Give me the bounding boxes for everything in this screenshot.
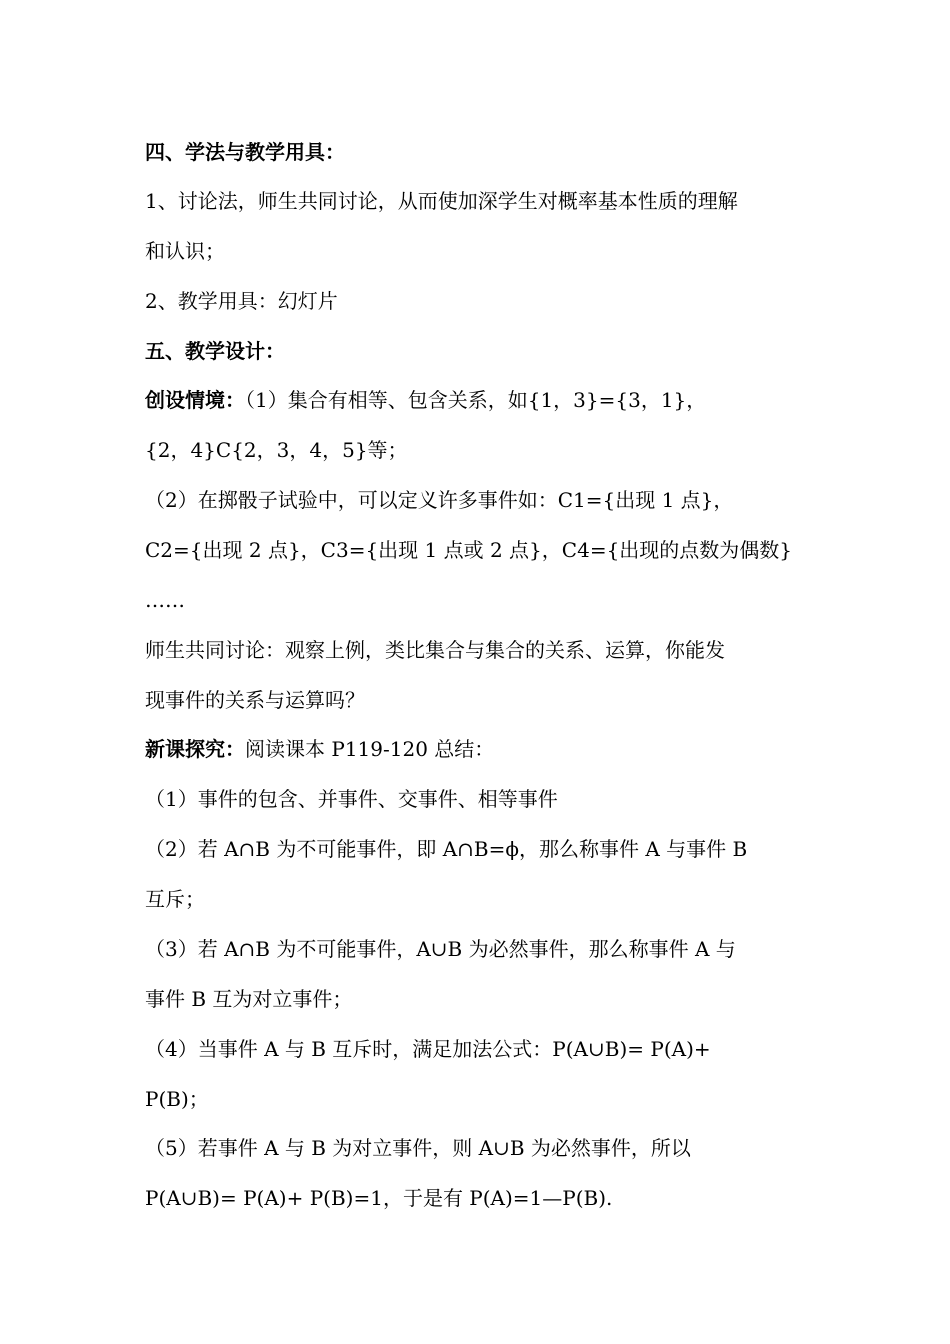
explore-item4-line2: P(B)；	[145, 1087, 209, 1111]
explore-item5-line1: （5）若事件 A 与 B 为对立事件，则 A∪B 为必然事件，所以	[145, 1136, 691, 1160]
scenario-line2: {2，4}C{2，3，4，5}等；	[145, 438, 408, 462]
explore-item2-line1: （2）若 A∩B 为不可能事件，即 A∩B=ϕ，那么称事件 A 与事件 B	[145, 837, 748, 861]
explore-text: 阅读课本 P119-120 总结：	[245, 737, 495, 761]
section4-item2: 2、教学用具：幻灯片	[145, 289, 338, 313]
scenario-line1	[145, 386, 810, 414]
explore-item3-line2: 事件 B 互为对立事件；	[145, 987, 353, 1011]
explore-item4-line1: （4）当事件 A 与 B 互斥时，满足加法公式：P(A∪B)= P(A)+	[145, 1037, 711, 1061]
section4-item1-line2: 和认识；	[145, 239, 225, 263]
explore-item2-line2: 互斥；	[145, 887, 205, 911]
scenario-label: 创设情境：	[145, 388, 245, 412]
scenario-line4: C2={出现 2 点}，C3={出现 1 点或 2 点}，C4={出现的点数为偶数}	[145, 538, 793, 562]
explore-line	[145, 735, 810, 763]
section5-heading: 五、教学设计：	[145, 339, 285, 363]
explore-item5-line2: P(A∪B)= P(A)+ P(B)=1，于是有 P(A)=1—P(B).	[145, 1186, 613, 1210]
scenario-text-line1: （1）集合有相等、包含关系，如{1，3}={3，1}，	[245, 388, 707, 412]
section4-item1-line1: 1、讨论法，师生共同讨论，从而使加深学生对概率基本性质的理解	[145, 189, 738, 213]
explore-item3-line1: （3）若 A∩B 为不可能事件，A∪B 为必然事件，那么称事件 A 与	[145, 937, 736, 961]
discussion-line1: 师生共同讨论：观察上例，类比集合与集合的关系、运算，你能发	[145, 638, 725, 662]
scenario-line5: ……	[145, 588, 185, 612]
explore-label: 新课探究：	[145, 737, 245, 761]
section4-heading: 四、学法与教学用具：	[145, 140, 345, 164]
discussion-line2: 现事件的关系与运算吗？	[145, 688, 365, 712]
explore-item1: （1）事件的包含、并事件、交事件、相等事件	[145, 787, 558, 811]
scenario-line3: （2）在掷骰子试验中，可以定义许多事件如：C1={出现 1 点}，	[145, 488, 734, 512]
